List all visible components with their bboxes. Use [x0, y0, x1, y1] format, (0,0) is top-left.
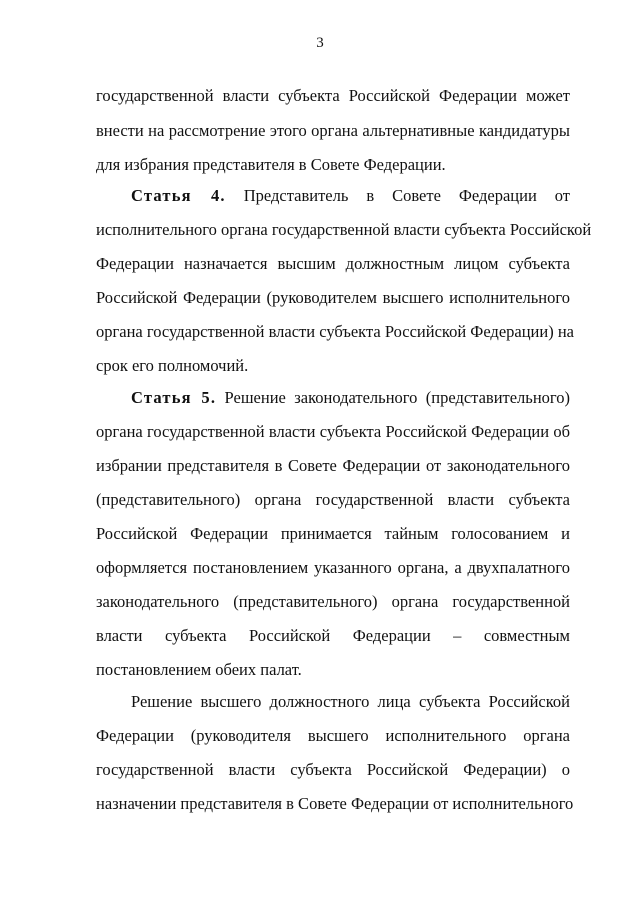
page-number: 3 — [316, 35, 324, 51]
text-line: исполнительного органа государственной власти субъекта Российской — [96, 220, 592, 239]
text-line: Решение высшего должностного лица субъекта Российской — [131, 692, 570, 711]
article-4-label: Статья 4. — [131, 186, 226, 205]
text-line: законодательного (представительного) органа государственной — [96, 592, 570, 611]
text-line: оформляется постановлением указанного органа, а двухпалатного — [96, 558, 570, 577]
text-line: органа государственной власти субъекта Российской Федерации об — [96, 422, 570, 441]
text-line: для избрания представителя в Совете Федерации. — [96, 155, 446, 174]
text-line: Федерации назначается высшим должностным лицом субъекта — [96, 254, 570, 273]
article-5-first-line — [131, 388, 570, 408]
text-line: государственной власти субъекта Российской Федерации) о — [96, 760, 570, 779]
text-line: срок его полномочий. — [96, 356, 249, 375]
text-line: назначении представителя в Совете Федерации от исполнительного — [96, 794, 574, 813]
text-line: органа государственной власти субъекта Российской Федерации) на — [96, 322, 574, 341]
text-line: государственной власти субъекта Российской Федерации может — [96, 86, 570, 105]
text-line: постановлением обеих палат. — [96, 660, 302, 679]
text-line: Российской Федерации (руководителем высшего исполнительного — [96, 288, 570, 307]
text-line: Федерации (руководителя высшего исполнительного органа — [96, 726, 570, 745]
text-line: Российской Федерации принимается тайным голосованием и — [96, 524, 570, 543]
text-line: избрании представителя в Совете Федерации от законодательного — [96, 456, 570, 475]
text-line: власти субъекта Российской Федерации – совместным — [96, 626, 570, 645]
text-line: (представительного) органа государственной власти субъекта — [96, 490, 570, 509]
text-line: внести на рассмотрение этого органа альтернативные кандидатуры — [96, 121, 570, 140]
article-4-first-line — [131, 186, 570, 206]
article-5-label: Статья 5. — [131, 388, 217, 407]
article-5-first-text: Решение законодательного (представительного) — [224, 388, 570, 407]
article-4-first-text: Представитель в Совете Федерации от — [243, 186, 571, 205]
